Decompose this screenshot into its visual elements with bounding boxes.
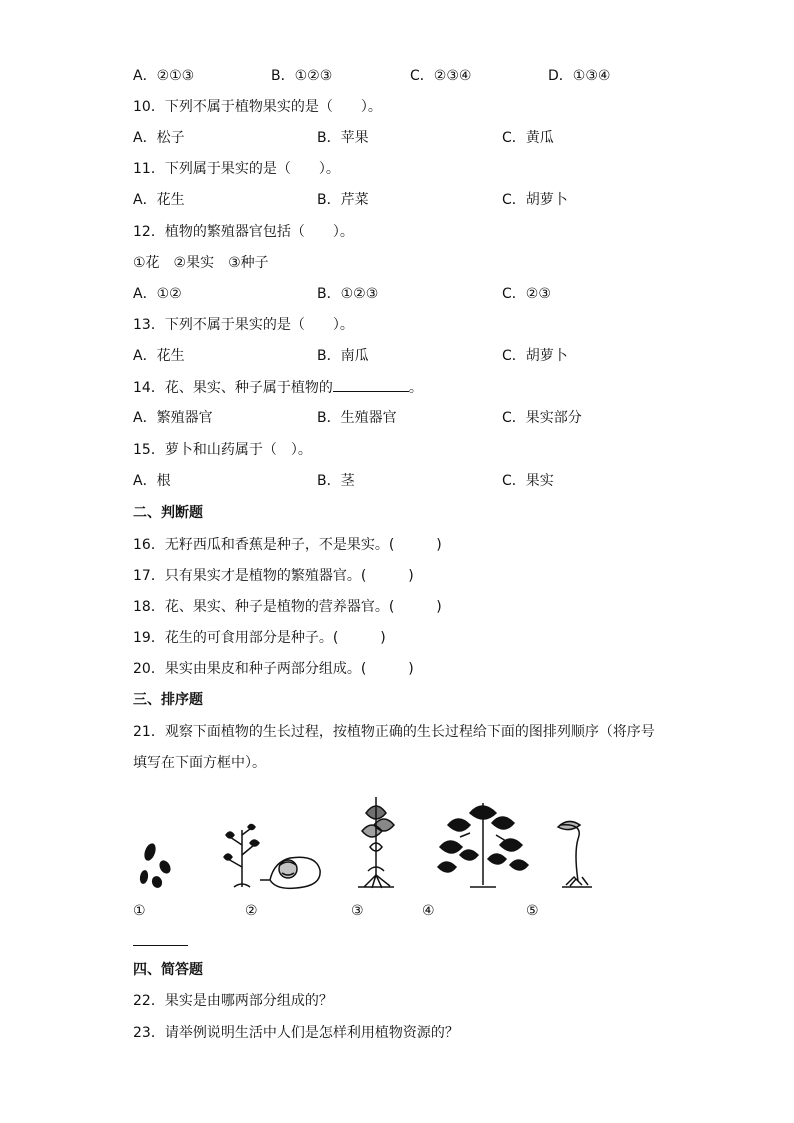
q16-statement: 16．无籽西瓜和香蕉是种子，不是果实。( ) — [133, 537, 442, 553]
q11-option-c: C．胡萝卜 — [502, 192, 568, 208]
q14-stem-text: 14．花、果实、种子属于植物的 — [133, 380, 333, 396]
q12-stem: 12．植物的繁殖器官包括（ ）。 — [133, 224, 354, 240]
q15-option-b: B．茎 — [317, 473, 355, 489]
q12-option-a: A．①② — [133, 286, 182, 302]
q19-statement: 19．花生的可食用部分是种子。( ) — [133, 630, 386, 646]
figure-label-3: ③ — [351, 903, 364, 919]
q14-option-b: B．生殖器官 — [317, 410, 397, 426]
q10-option-a: A．松子 — [133, 130, 185, 146]
section-short-answer-title: 四、简答题 — [133, 962, 203, 978]
q21-stem-line2: 填写在下面方框中）。 — [133, 755, 266, 771]
q12-option-c: C．②③ — [502, 286, 551, 302]
q10-option-c: C．黄瓜 — [502, 130, 554, 146]
q13-option-c: C．胡萝卜 — [502, 348, 568, 364]
q9-option-c: C．②③④ — [410, 68, 472, 84]
q15-option-a: A．根 — [133, 473, 171, 489]
q14-answer-blank[interactable] — [333, 377, 409, 392]
section-judgment-title: 二、判断题 — [133, 505, 203, 521]
q9-option-d: D．①③④ — [548, 68, 611, 84]
q9-option-a: A．②①③ — [133, 68, 195, 84]
mature-plant-illustration — [438, 803, 528, 887]
q20-statement: 20．果实由果皮和种子两部分组成。( ) — [133, 661, 414, 677]
q21-stem-line1: 21．观察下面植物的生长过程，按植物正确的生长过程给下面的图排列顺序（将序号 — [133, 724, 655, 740]
q23-stem: 23．请举例说明生活中人们是怎样利用植物资源的？ — [133, 1025, 459, 1041]
q13-option-b: B．南瓜 — [317, 348, 369, 364]
q17-statement: 17．只有果实才是植物的繁殖器官。( ) — [133, 568, 414, 584]
q11-option-a: A．花生 — [133, 192, 185, 208]
q18-statement: 18．花、果实、种子是植物的营养器官。( ) — [133, 599, 442, 615]
q11-stem: 11．下列属于果实的是（ ）。 — [133, 161, 340, 177]
q21-answer-line[interactable] — [133, 945, 188, 946]
q15-option-c: C．果实 — [502, 473, 554, 489]
q10-stem: 10．下列不属于植物果实的是（ ）。 — [133, 99, 382, 115]
q10-option-b: B．苹果 — [317, 130, 369, 146]
q13-stem: 13．下列不属于果实的是（ ）。 — [133, 317, 354, 333]
figure-label-1: ① — [133, 903, 146, 919]
q12-sub-items: ①花 ②果实 ③种子 — [133, 255, 269, 271]
section-sorting-title: 三、排序题 — [133, 692, 203, 708]
q15-stem: 15．萝卜和山药属于（ ）。 — [133, 442, 312, 458]
q11-option-b: B．芹菜 — [317, 192, 369, 208]
sprout-illustration — [558, 821, 592, 887]
figure-label-4: ④ — [422, 903, 435, 919]
q13-option-a: A．花生 — [133, 348, 185, 364]
young-plant-illustration — [358, 797, 394, 888]
flowering-plant-illustration — [224, 825, 320, 889]
q12-option-b: B．①②③ — [317, 286, 379, 302]
q9-option-b: B．①②③ — [271, 68, 333, 84]
q14-option-a: A．繁殖器官 — [133, 410, 213, 426]
figure-label-2: ② — [245, 903, 258, 919]
q22-stem: 22．果实是由哪两部分组成的？ — [133, 993, 333, 1009]
q14-stem — [133, 377, 423, 398]
q14-option-c: C．果实部分 — [502, 410, 582, 426]
q14-stem-end: 。 — [408, 380, 423, 396]
figure-label-5: ⑤ — [526, 903, 539, 919]
plant-growth-figure — [130, 785, 610, 915]
seeds-illustration — [139, 842, 173, 890]
